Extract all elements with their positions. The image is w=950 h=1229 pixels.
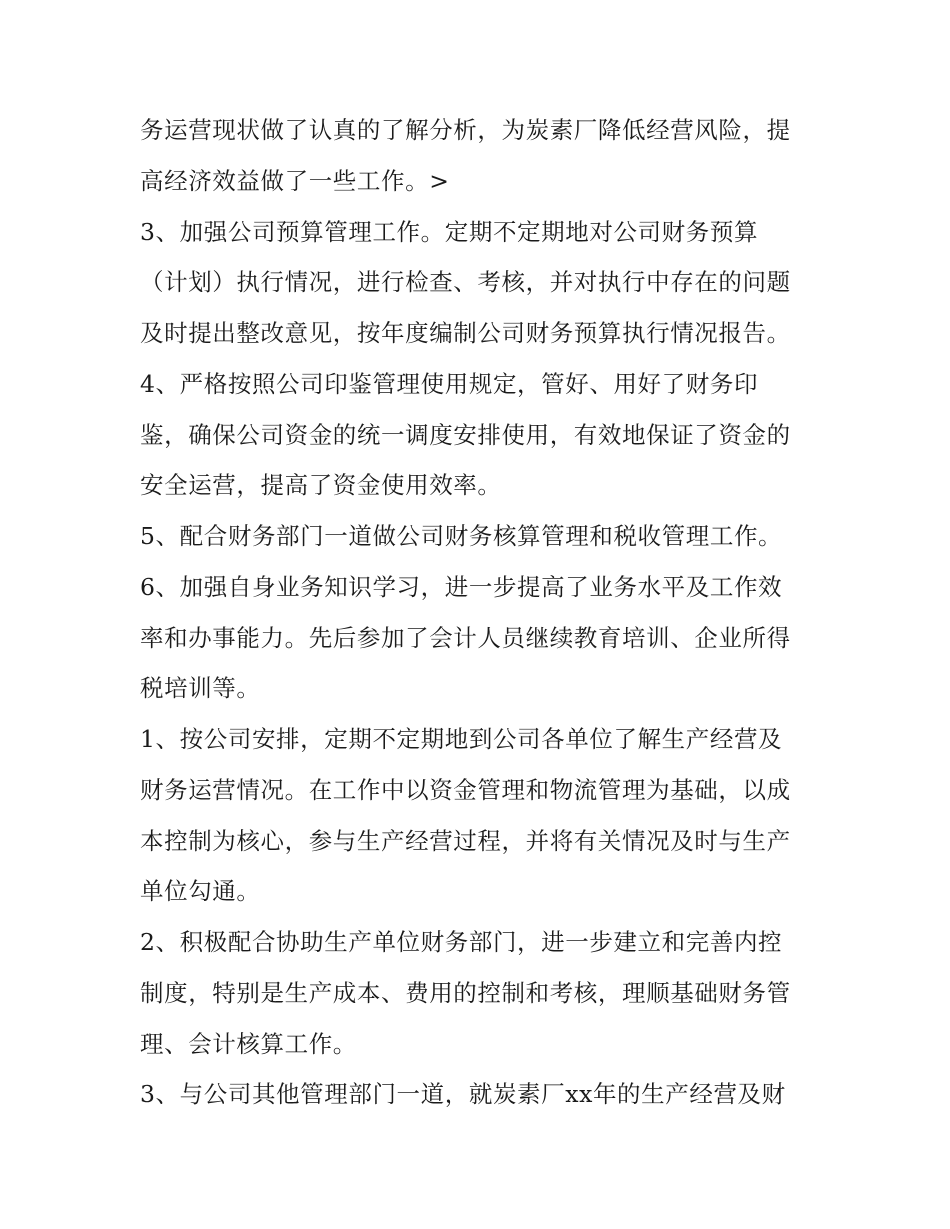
text-line: 6、加强自身业务知识学习，进一步提高了业务水平及工作效 xyxy=(140,573,783,601)
text-line: 及时提出整改意见，按年度编制公司财务预算执行情况报告。 xyxy=(140,319,791,347)
text-line: 高经济效益做了一些工作。> xyxy=(140,167,450,195)
text-line: （计划）执行情况，进行检查、考核，并对执行中存在的问题 xyxy=(140,268,791,296)
text-line: 务运营现状做了认真的了解分析，为炭素厂降低经营风险，提 xyxy=(140,116,791,144)
text-line: 2、积极配合协助生产单位财务部门，进一步建立和完善内控 xyxy=(140,928,783,956)
text-line: 5、配合财务部门一道做公司财务核算管理和税收管理工作。 xyxy=(140,522,783,550)
text-line: 4、严格按照公司印鉴管理使用规定，管好、用好了财务印 xyxy=(140,370,759,398)
text-line: 3、与公司其他管理部门一道，就炭素厂xx年的生产经营及财 xyxy=(140,1080,786,1108)
text-line: 1、按公司安排，定期不定期地到公司各单位了解生产经营及 xyxy=(140,725,783,753)
text-line: 财务运营情况。在工作中以资金管理和物流管理为基础，以成 xyxy=(140,776,791,804)
text-line: 3、加强公司预算管理工作。定期不定期地对公司财务预算 xyxy=(140,218,759,246)
text-line: 税培训等。 xyxy=(140,674,261,702)
text-line: 单位勾通。 xyxy=(140,877,261,905)
text-line: 率和办事能力。先后参加了会计人员继续教育培训、企业所得 xyxy=(140,624,791,652)
text-line: 理、会计核算工作。 xyxy=(140,1030,357,1058)
text-line: 本控制为核心，参与生产经营过程，并将有关情况及时与生产 xyxy=(140,827,791,855)
text-line: 鉴，确保公司资金的统一调度安排使用，有效地保证了资金的 xyxy=(140,421,791,449)
text-line: 制度，特别是生产成本、费用的控制和考核，理顺基础财务管 xyxy=(140,979,791,1007)
text-line: 安全运营，提高了资金使用效率。 xyxy=(140,471,502,499)
